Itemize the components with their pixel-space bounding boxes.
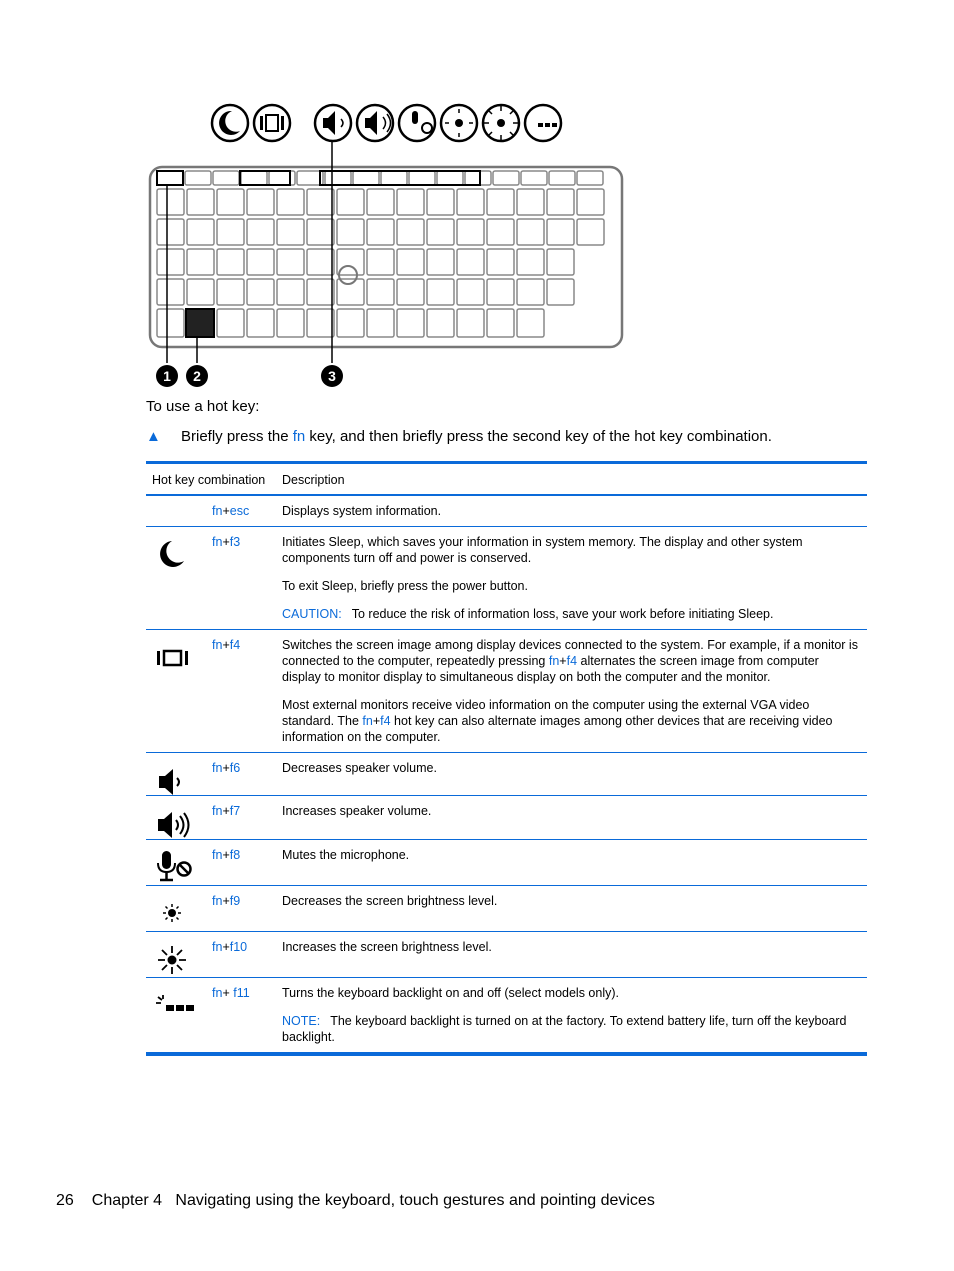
hotkey-combo [206,495,276,527]
svg-text:1: 1 [163,368,171,384]
volume-up-icon [156,810,192,840]
keyboard-key [241,171,267,185]
instruction-bullet [146,428,772,445]
keyboard-key [437,171,463,185]
note-label: NOTE: [282,1014,321,1028]
bullet-text-after: key, and then briefly press the second key of the hot key combination. [305,428,772,445]
keyboard-key [547,189,574,215]
fn-link[interactable]: fn [212,761,223,775]
keyboard-backlight-icon [156,994,196,1016]
keyboard-key [247,249,274,275]
keyboard-key [307,279,334,305]
desc-text: Decreases the screen brightness level. [282,894,498,908]
description [276,978,867,1055]
description [276,932,867,978]
desc-text: Decreases speaker volume. [282,761,437,775]
desc-text: To exit Sleep, briefly press the power button. [282,579,528,593]
keyboard-key [307,309,334,337]
table-row [146,886,867,932]
keyboard-key [547,219,574,245]
keyboard-key [487,219,514,245]
note-text: The keyboard backlight is turned on at the factory. To extend battery life, turn off the keyboard backlight. [282,1014,847,1044]
hotkey-combo [206,932,276,978]
keyboard-diagram [140,95,640,395]
keyboard-key [517,309,544,337]
sleep-moon-icon [156,539,186,569]
keyboard-key [277,279,304,305]
keyboard-key [213,171,239,185]
keyboard-key [465,171,491,185]
triangle-bullet-icon: ▲ [146,428,161,445]
key-link[interactable]: f4 [566,654,578,668]
keyboard-key [397,309,424,337]
keyboard-key [427,249,454,275]
volume-down-icon [156,767,186,797]
hotkey-combo [206,886,276,932]
desc-text: Turns the keyboard backlight on and off (select models only). [282,986,619,1000]
keyboard-key [487,189,514,215]
keyboard-key [547,279,574,305]
keyboard-key [427,219,454,245]
keyboard-key [247,219,274,245]
keyboard-key [353,171,379,185]
keyboard-key [157,219,184,245]
keyboard-key [427,279,454,305]
keyboard-key [367,279,394,305]
key-link[interactable]: f4 [229,638,241,652]
keyboard-key [307,219,334,245]
key-link[interactable]: f9 [229,894,241,908]
intro-text: To use a hot key: [146,398,260,415]
key-link[interactable]: f3 [229,535,241,549]
chapter-title: Chapter 4 Navigating using the keyboard, touch gestures and pointing devices [91,1192,655,1209]
fn-link[interactable]: fn [212,638,223,652]
note [282,1013,861,1045]
desc-text: Mutes the microphone. [282,848,410,862]
keyboard-key [247,309,274,337]
keyboard-key [157,189,184,215]
hotkey-combo [206,978,276,1055]
keyboard-key [187,219,214,245]
keyboard-key [187,189,214,215]
callout-3 [321,365,343,387]
keyboard-key [367,219,394,245]
keyboard-key [517,249,544,275]
table-row [146,527,867,630]
keyboard-key [217,189,244,215]
keyboard-key [277,219,304,245]
keyboard-key [397,219,424,245]
keyboard-key [517,219,544,245]
keyboard-key [337,309,364,337]
keyboard-key [577,219,604,245]
keyboard-key [457,189,484,215]
brightness-down-icon [161,902,185,926]
keyboard-key [337,189,364,215]
keyboard-key [307,249,334,275]
caution-text: To reduce the risk of information loss, save your work before initiating Sleep. [351,607,774,621]
keyboard-key [185,171,211,185]
keyboard-key [457,219,484,245]
keyboard-key [397,249,424,275]
keyboard-key [337,249,364,275]
plus: + [222,535,230,549]
caution-label: CAUTION: [282,607,342,621]
keyboard-key [247,189,274,215]
keyboard-key [397,189,424,215]
plus: + [222,504,230,518]
description [276,495,867,527]
keyboard-key [337,219,364,245]
keyboard-key [217,309,244,337]
keyboard-key [217,279,244,305]
hotkey-combo [206,796,276,840]
key-link[interactable]: f6 [229,761,241,775]
table-row [146,932,867,978]
plus: + [222,761,230,775]
plus: + [222,848,230,862]
table-row [146,840,867,886]
description [276,840,867,886]
fn-link[interactable]: fn [212,940,223,954]
page-number: 26 [56,1192,74,1209]
desc-text: Initiates Sleep, which saves your information in system memory. The display and other system components turn off and power is conserved. [282,535,803,565]
text: Most external monitors receive video information on the computer using the external VGA video standard. The [282,698,810,728]
keyboard-key [157,309,184,337]
keyboard-key [277,249,304,275]
keyboard-key [325,171,351,185]
description [276,527,867,630]
description [276,753,867,796]
keyboard-key [487,309,514,337]
plus: + [222,986,234,1000]
keyboard-key [157,279,184,305]
keyboard-key [517,279,544,305]
table-row [146,796,867,840]
fn-link[interactable]: fn [548,654,560,668]
hotkey-table [146,461,867,1056]
text: Switches the screen image among display devices connected to the system. For example, if a monitor is connected to the computer, repeatedly pressing [282,638,858,668]
keyboard-key [187,279,214,305]
display-switch-icon [156,648,190,668]
keyboard-key [493,171,519,185]
keyboard-key [487,279,514,305]
plus: + [222,804,230,818]
description [276,796,867,840]
desc-text [282,637,861,685]
keyboard-key [367,189,394,215]
fn-key-link[interactable]: fn [292,428,306,445]
table-row [146,630,867,753]
keyboard-key [367,249,394,275]
display-switch-icon [254,105,290,141]
plus: + [559,654,567,668]
keyboard-key [367,309,394,337]
keyboard-key [427,309,454,337]
keyboard-key [247,279,274,305]
header-hotkey: Hot key combination [146,463,276,496]
bullet-text-before: Briefly press the [181,428,293,445]
keyboard-key [487,249,514,275]
desc-text: Displays system information. [282,504,442,518]
callout-2 [186,365,208,387]
callout-1 [156,365,178,387]
fn-link[interactable]: fn [212,804,223,818]
fn-link[interactable]: fn [212,894,223,908]
table-row [146,495,867,527]
keyboard-key [397,279,424,305]
keyboard-key [577,171,603,185]
text: hot key can also alternate images among other devices that are receiving video information on the computer. [282,714,833,744]
keyboard-key [157,249,184,275]
hotkey-combo [206,753,276,796]
sleep-moon-icon [212,105,248,141]
keyboard-key [307,189,334,215]
key-link[interactable]: f7 [229,804,241,818]
header-description: Description [276,463,867,496]
keyboard-key [517,189,544,215]
hotkey-combo [206,840,276,886]
text: alternates the screen image from computer display to monitor display to simultaneous display on both the computer and the monitor. [282,654,819,684]
brightness-up-icon [156,944,188,976]
key-link[interactable]: f4 [380,714,391,728]
keyboard-key [381,171,407,185]
key-link[interactable]: f10 [229,940,248,954]
plus: + [222,638,230,652]
keyboard-key [547,249,574,275]
mic-mute-icon [156,850,192,886]
hotkey-combo [206,630,276,753]
keyboard-key [577,189,604,215]
hotkey-combo [206,527,276,630]
plus: + [222,894,230,908]
description [276,630,867,753]
keyboard-key [157,171,183,185]
fn-link[interactable]: fn [212,986,223,1000]
caution-note [282,606,861,622]
table-row [146,978,867,1055]
keyboard-key [269,171,295,185]
key-link[interactable]: f11 [233,986,250,1000]
keyboard-key [549,171,575,185]
plus: + [222,940,230,954]
page-footer [56,1192,655,1210]
desc-text: Increases the screen brightness level. [282,940,492,954]
keyboard-key [427,189,454,215]
key-link[interactable]: f8 [229,848,241,862]
keyboard-key [217,249,244,275]
keyboard-key [217,219,244,245]
keyboard-key [457,279,484,305]
desc-text: Increases speaker volume. [282,804,432,818]
fn-link[interactable]: fn [362,714,373,728]
keyboard-key [409,171,435,185]
svg-text:2: 2 [193,368,201,384]
keyboard-key [457,309,484,337]
plus: + [372,714,381,728]
fn-link[interactable]: fn [212,535,223,549]
keyboard-key [457,249,484,275]
keyboard-key [521,171,547,185]
fn-link[interactable]: fn [212,848,223,862]
desc-text [282,697,861,745]
keyboard-key [187,249,214,275]
description [276,886,867,932]
fn-link[interactable]: fn [212,504,223,518]
keyboard-key [277,309,304,337]
table-row [146,753,867,796]
key-link[interactable]: esc [229,504,250,518]
svg-text:3: 3 [328,368,336,384]
keyboard-key [277,189,304,215]
